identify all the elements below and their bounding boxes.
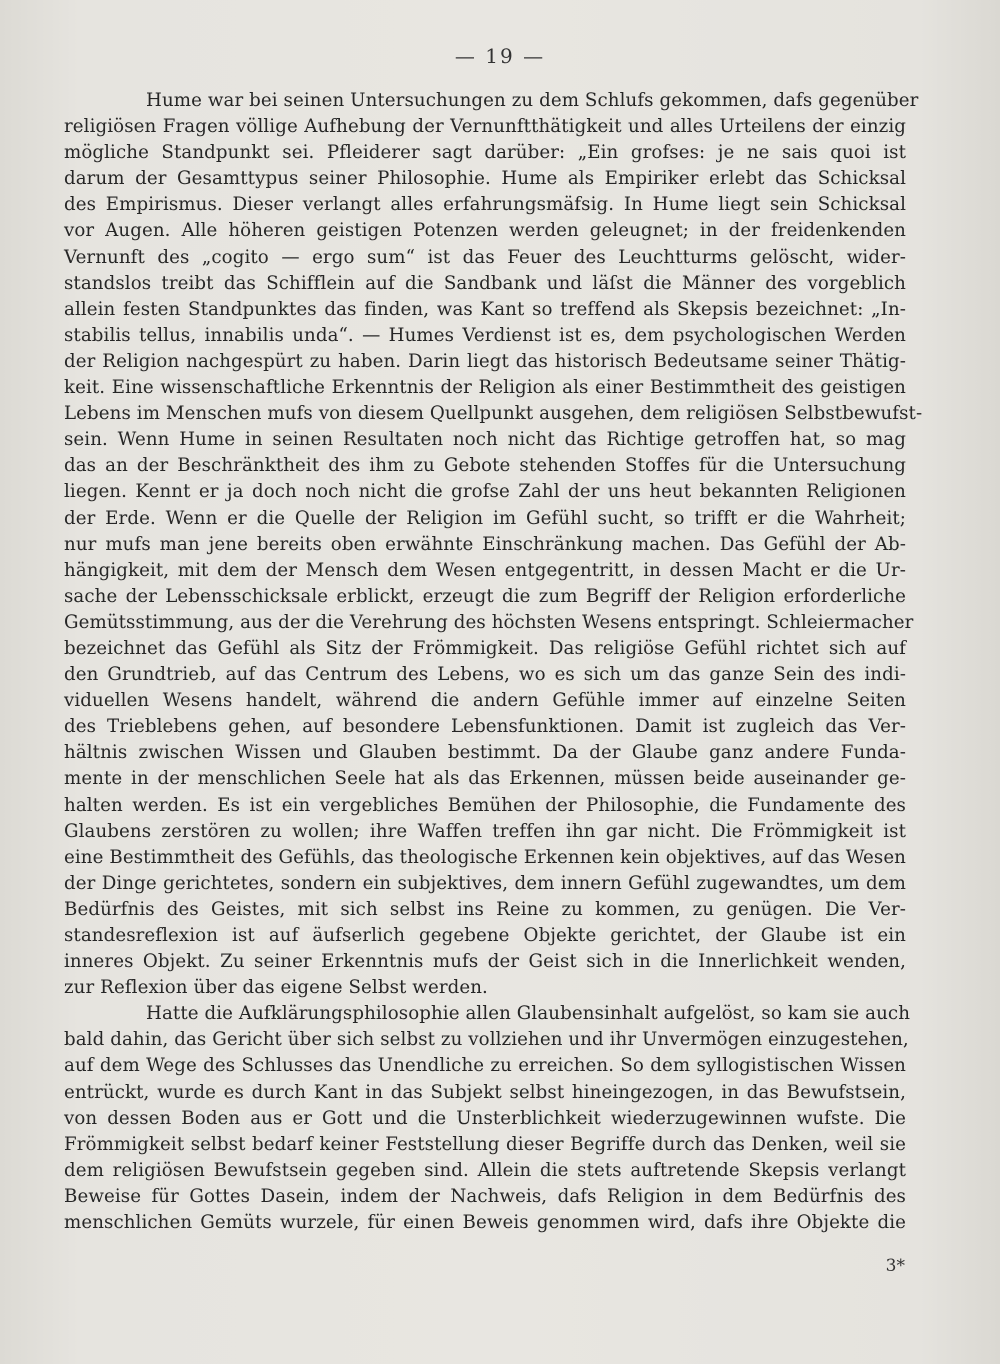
page-number: — 19 — bbox=[454, 44, 546, 68]
paragraph-2 bbox=[64, 1001, 911, 1236]
text-line: standslos treibt das Schifflein auf die Sandbank und läſst die Männer des vorgeblich bbox=[64, 272, 906, 294]
text-line: menschlichen Gemüts wurzele, für einen Beweis genommen wird, dafs ihre Objekte die bbox=[64, 1212, 906, 1234]
text-line: nur mufs man jene bereits oben erwähnte Einschränkung machen. Das Gefühl der Ab- bbox=[64, 533, 906, 555]
text-line: Vernunft des „cogito — ergo sum“ ist das Feuer des Leuchtturms gelöscht, wider- bbox=[64, 246, 906, 268]
text-line: standesreflexion ist auf äufserlich gegebene Objekte gerichtet, der Glaube ist ein bbox=[64, 925, 906, 946]
body-text bbox=[64, 88, 923, 1236]
text-line: Beweise für Gottes Dasein, indem der Nachweis, dafs Religion in dem Bedürfnis des bbox=[64, 1185, 906, 1207]
text-line: stabilis tellus, innabilis unda“. — Humes Verdienst ist es, dem psychologischen Werden bbox=[64, 324, 906, 346]
text-line: das an der Beschränktheit des ihm zu Gebote stehenden Stoffes für die Untersuchung bbox=[64, 455, 906, 477]
text-line: mente in der menschlichen Seele hat als das Erkennen, müssen beide auseinander ge- bbox=[64, 768, 906, 790]
paragraph-1 bbox=[64, 88, 923, 1001]
text-line: vor Augen. Alle höheren geistigen Potenzen werden geleugnet; in der freidenkenden bbox=[64, 220, 906, 242]
text-line: dem religiösen Bewufstsein gegeben sind. Allein die stets auftretende Skepsis verlangt bbox=[64, 1159, 906, 1181]
text-line: halten werden. Es ist ein vergebliches Bemühen der Philosophie, die Fundamente des bbox=[64, 794, 906, 816]
text-line: der Religion nachgespürt zu haben. Darin liegt das historisch Bedeutsame seiner Thätig- bbox=[64, 350, 906, 372]
text-line: Hume war bei seinen Untersuchungen zu dem Schlufs gekommen, dafs gegenüber bbox=[146, 90, 919, 111]
text-line: der Erde. Wenn er die Quelle der Religion im Gefühl sucht, so trifft er die Wahrheit; bbox=[64, 507, 906, 529]
text-line: des Empirismus. Dieser verlangt alles erfahrungsmäfsig. In Hume liegt sein Schicksal bbox=[64, 194, 906, 216]
text-line: Frömmigkeit selbst bedarf keiner Feststellung dieser Begriffe durch das Denken, weil sie bbox=[64, 1133, 906, 1155]
text-line: sache der Lebensschicksale erblickt, erzeugt die zum Begriff der Religion erforderliche bbox=[64, 585, 906, 607]
text-line: auf dem Wege des Schlusses das Unendliche zu erreichen. So dem syllogistischen Wissen bbox=[64, 1055, 906, 1077]
text-line: bezeichnet das Gefühl als Sitz der Frömmigkeit. Das religiöse Gefühl richtet sich auf bbox=[64, 637, 906, 659]
text-line: Hatte die Aufklärungsphilosophie allen Glaubensinhalt aufgelöst, so kam sie auch bbox=[146, 1003, 911, 1025]
text-line: zur Reflexion über das eigene Selbst werden. bbox=[64, 977, 488, 999]
text-line: liegen. Kennt er ja doch noch nicht die grofse Zahl der uns heut bekannten Religionen bbox=[64, 481, 906, 503]
text-line: eine Bestimmtheit des Gefühls, das theologische Erkennen kein objektives, auf das Wesen bbox=[64, 846, 906, 868]
text-line: Glaubens zerstören zu wollen; ihre Waffen treffen ihn gar nicht. Die Frömmigkeit ist bbox=[64, 820, 906, 842]
text-line: darum der Gesamttypus seiner Philosophie. Hume als Empiriker erlebt das Schicksal bbox=[64, 168, 906, 190]
text-line: religiösen Fragen völlige Aufhebung der Vernunftthätigkeit und alles Urteilens der einzig bbox=[64, 116, 906, 138]
text-line: mögliche Standpunkt sei. Pfleiderer sagt darüber: „Ein grofses: je ne sais quoi ist bbox=[64, 142, 906, 164]
text-line: keit. Eine wissenschaftliche Erkenntnis der Religion als einer Bestimmtheit des geistigen bbox=[64, 377, 906, 399]
text-line: Gemütsstimmung, aus der die Verehrung des höchsten Wesens entspringt. Schleiermacher bbox=[64, 611, 914, 633]
text-line: der Dinge gerichtetes, sondern ein subjektives, dem innern Gefühl zugewandtes, um dem bbox=[64, 872, 906, 894]
text-line: den Grundtrieb, auf das Centrum des Lebens, wo es sich um das ganze Sein des indi- bbox=[64, 664, 906, 686]
text-line: viduellen Wesens handelt, während die andern Gefühle immer auf einzelne Seiten bbox=[64, 690, 906, 712]
text-line: entrückt, wurde es durch Kant in das Subjekt selbst hineingezogen, in das Bewufstsein, bbox=[64, 1081, 906, 1103]
text-line: hältnis zwischen Wissen und Glauben bestimmt. Da der Glaube ganz andere Funda- bbox=[64, 742, 906, 764]
text-line: sein. Wenn Hume in seinen Resultaten noch nicht das Richtige getroffen hat, so mag bbox=[64, 429, 906, 451]
text-line: Bedürfnis des Geistes, mit sich selbst ins Reine zu kommen, zu genügen. Die Ver- bbox=[64, 898, 906, 920]
text-line: allein festen Standpunktes das finden, was Kant so treffend als Skepsis bezeichnet: „In- bbox=[64, 298, 906, 320]
text-line: bald dahin, das Gericht über sich selbst zu vollziehen und ihr Unvermögen einzugestehen, bbox=[64, 1029, 909, 1051]
text-line: inneres Objekt. Zu seiner Erkenntnis mufs der Geist sich in die Innerlichkeit wenden, bbox=[64, 951, 906, 973]
text-line: des Trieblebens gehen, auf besondere Lebensfunktionen. Damit ist zugleich das Ver- bbox=[64, 716, 906, 738]
text-line: Lebens im Menschen mufs von diesem Quellpunkt ausgehen, dem religiösen Selbstbewufst- bbox=[64, 403, 923, 425]
signature-mark: 3* bbox=[885, 1256, 905, 1276]
text-line: von dessen Boden aus er Gott und die Unsterblichkeit wiederzugewinnen wufste. Die bbox=[64, 1107, 906, 1129]
text-line: hängigkeit, mit dem der Mensch dem Wesen entgegentritt, in dessen Macht er die Ur- bbox=[64, 559, 906, 581]
